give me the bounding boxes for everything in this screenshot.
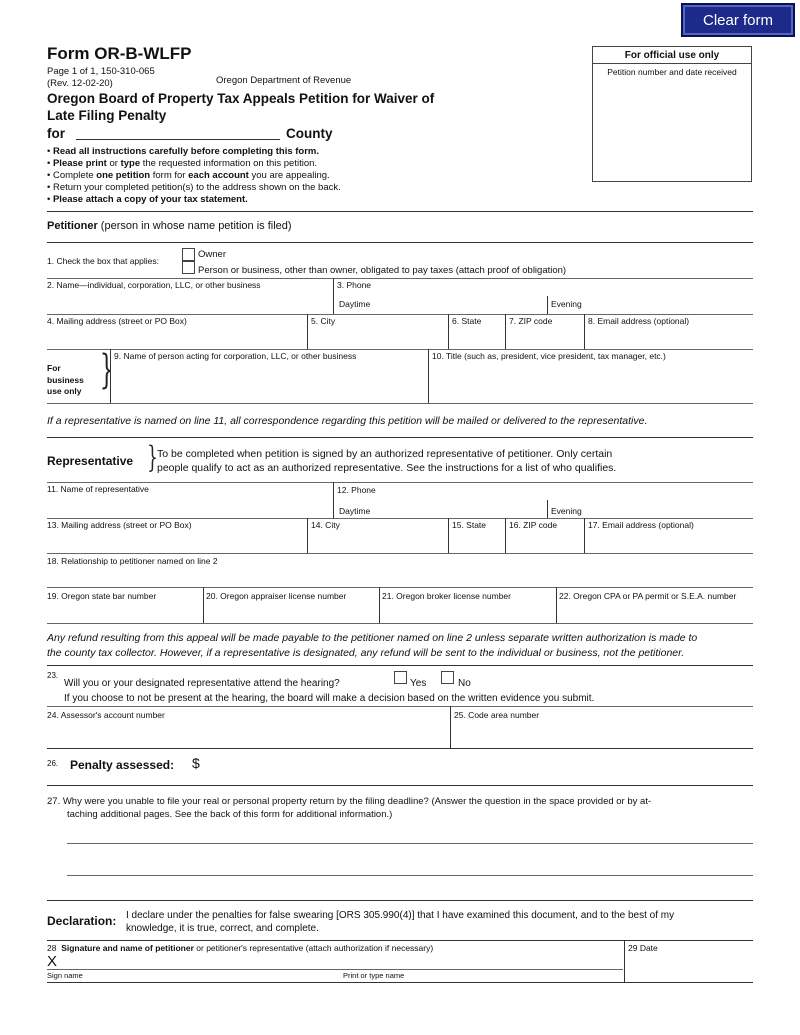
rep-daytime-phone-input[interactable] [378,502,544,518]
line26-number: 26. [47,759,59,768]
title-input[interactable] [432,378,750,394]
declaration-text-2: knowledge, it is true, correct, and complete. [126,923,319,934]
page-info: Page 1 of 1, 150-310-065 [47,66,155,77]
reason-line-1-input[interactable] [67,826,752,843]
penalty-amount-input[interactable] [204,756,404,774]
line29-label: 29 Date [628,943,658,953]
refund-note-1: Any refund resulting from this appeal will be made payable to the petitioner named on line 2 unless separate written authorization is made to [47,632,698,644]
q27-line1: 27. Why were you unable to file your real or personal property return by the filing deadline? (Answer the question in the space provided or by at- [47,796,652,807]
other-obligor-checkbox[interactable] [182,261,195,274]
form-title-line1: Oregon Board of Property Tax Appeals Petition for Waiver of [47,91,435,106]
daytime-label: Daytime [339,299,371,309]
line9-label: 9. Name of person acting for corporation, LLC, or other business [114,351,357,361]
line14-label: 14. City [311,520,340,530]
line13-label: 13. Mailing address (street or PO Box) [47,520,192,530]
rep-evening-phone-input[interactable] [590,502,750,518]
line1-label: 1. Check the box that applies: [47,256,159,266]
rep-city-input[interactable] [311,534,445,550]
line4-label: 4. Mailing address (street or PO Box) [47,316,187,326]
declaration-heading: Declaration: [47,914,117,928]
line8-label: 8. Email address (optional) [588,316,690,326]
representative-name-input[interactable] [50,500,330,516]
penalty-label: Penalty assessed: [70,758,175,772]
hearing-yes-label: Yes [410,678,427,689]
instruction-5: • Please attach a copy of your tax statement. [47,194,248,205]
reason-line-2-input[interactable] [67,858,752,875]
rep-email-input[interactable] [588,534,750,550]
business-brace: } [99,347,114,393]
city-input[interactable] [311,330,445,346]
email-input[interactable] [588,330,750,346]
rep-mailing-address-input[interactable] [50,534,304,550]
line3-label: 3. Phone [337,280,372,290]
account-number-input[interactable] [50,726,446,742]
line20-label: 20. Oregon appraiser license number [206,591,347,601]
line17-label: 17. Email address (optional) [588,520,694,530]
county-input[interactable] [76,124,280,140]
penalty-currency: $ [192,755,200,771]
date-input[interactable] [628,958,750,974]
rep-state-input[interactable] [452,534,502,550]
line11-label: 11. Name of representative [47,484,149,494]
line16-label: 16. ZIP code [509,520,558,530]
county-label: County [286,126,333,141]
revision: (Rev. 12-02-20) [47,78,113,89]
acting-person-input[interactable] [114,378,424,394]
line7-label: 7. ZIP code [509,316,553,326]
daytime-phone-input[interactable] [378,296,544,312]
hearing-note: If you choose to not be present at the hearing, the board will make a decision based on the written evidence you submit. [64,693,595,704]
line12-label: 12. Phone [337,485,376,495]
rep-evening-label: Evening [551,506,582,516]
rep-daytime-label: Daytime [339,506,371,516]
line15-label: 15. State [452,520,487,530]
line22-label: 22. Oregon CPA or PA permit or S.E.A. number [559,591,737,601]
hearing-yes-checkbox[interactable] [394,671,407,684]
official-use-box [592,46,752,182]
owner-checkbox[interactable] [182,248,195,261]
line10-label: 10. Title (such as, president, vice president, tax manager, etc.) [432,351,666,361]
representative-desc-2: people qualify to act as an authorized representative. See the instructions for a list of who qualifies. [157,462,617,474]
other-obligor-label: Person or business, other than owner, obligated to pay taxes (attach proof of obligation) [198,265,567,276]
signature-input[interactable] [62,955,332,969]
instruction-3: • Complete one petition form for each account you are appealing. [47,170,330,181]
petitioner-heading: Petitioner (person in whose name petition is filed) [47,220,292,232]
line2-label: 2. Name—individual, corporation, LLC, or other business [47,280,261,290]
relationship-input[interactable] [50,570,750,586]
for-label: for [47,126,65,141]
broker-license-input[interactable] [382,605,552,621]
zip-input[interactable] [509,330,581,346]
printed-name-input[interactable] [343,955,619,969]
line21-label: 21. Oregon broker license number [382,591,511,601]
line6-label: 6. State [452,316,482,326]
rep-zip-input[interactable] [509,534,581,550]
representative-desc-1: To be completed when petition is signed by an authorized representative of petitioner. Only certain [157,448,613,460]
state-input[interactable] [452,330,502,346]
q27-line2: taching additional pages. See the back of this form for additional information.) [67,809,393,820]
evening-label: Evening [551,299,582,309]
hearing-no-label: No [458,678,471,689]
bar-number-input[interactable] [50,605,200,621]
code-area-input[interactable] [454,726,750,742]
mailing-address-input[interactable] [50,330,304,346]
hearing-question: Will you or your designated representative attend the hearing? [64,678,340,689]
line5-label: 5. City [311,316,336,326]
official-use-heading: For official use only [593,48,751,64]
line24-label: 24. Assessor's account number [47,710,165,720]
representative-heading: Representative [47,454,134,468]
instruction-1: • Read all instructions carefully before completing this form. [47,146,320,157]
sign-name-label: Sign name [47,971,83,980]
official-use-subheading: Petition number and date received [607,67,737,77]
line23-number: 23. [47,671,59,680]
representative-brace: } [147,440,158,475]
line28-label: 28 Signature and name of petitioner or petitioner's representative (attach authorization if necessary) [47,943,434,953]
cpa-permit-input[interactable] [559,605,751,621]
signature-x-mark: X [47,953,58,970]
refund-note-2: the county tax collector. However, if a representative is designated, any refund will be sent to the individual or business, not the petitioner. [47,647,685,659]
business-use-label: For business use only [47,363,84,396]
declaration-text-1: I declare under the penalties for false swearing [ORS 305.990(4)] that I have examined this document, and to the best of my [126,910,675,921]
line19-label: 19. Oregon state bar number [47,591,157,601]
evening-phone-input[interactable] [590,296,750,312]
form-id: Form OR-B-WLFP [47,44,192,63]
petitioner-name-input[interactable] [50,296,330,312]
line25-label: 25. Code area number [454,710,540,720]
instruction-4: • Return your completed petition(s) to the address shown on the back. [47,182,341,193]
representative-mail-note: If a representative is named on line 11, all correspondence regarding this petition will be mailed or delivered to the representative. [47,415,648,427]
print-name-label: Print or type name [343,971,405,980]
instruction-2: • Please print or type the requested information on this petition. [47,158,318,169]
form-title-line2: Late Filing Penalty [47,108,167,123]
clear-form-button[interactable]: Clear form [681,3,795,37]
department: Oregon Department of Revenue [216,75,352,86]
hearing-no-checkbox[interactable] [441,671,454,684]
appraiser-license-input[interactable] [206,605,376,621]
owner-label: Owner [198,249,226,260]
line18-label: 18. Relationship to petitioner named on line 2 [47,556,218,566]
